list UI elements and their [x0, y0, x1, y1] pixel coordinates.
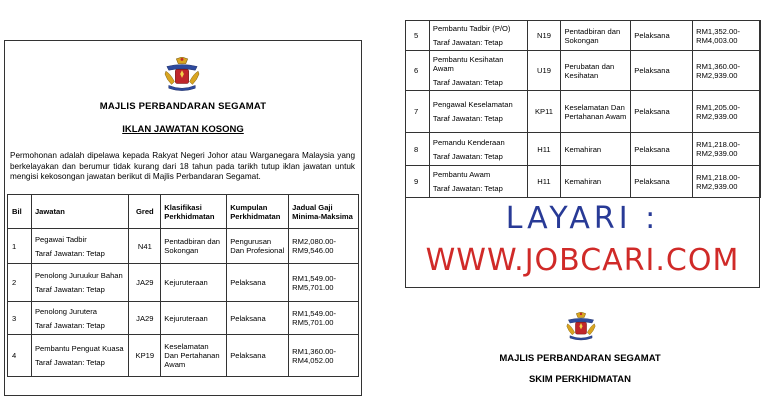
johor-crest-icon: [565, 312, 597, 342]
row-bil: 9: [406, 166, 430, 198]
row-kumpulan: Pelaksana: [631, 51, 693, 91]
row-kumpulan: Pelaksana: [227, 335, 289, 377]
header-jawatan: Jawatan: [31, 195, 128, 229]
row-klasifikasi: Kejuruteraan: [161, 264, 227, 302]
gaji-min: RM1,360.00-: [292, 346, 337, 356]
gaji-max: RM4,052.00: [292, 355, 334, 365]
table-row: [406, 133, 761, 166]
table-header-row: [8, 195, 359, 229]
row-jawatan: [31, 335, 128, 377]
row-bil: 3: [8, 302, 32, 335]
row-klasifikasi: Kemahiran: [561, 166, 631, 198]
header-kumpulan: Kumpulan Perkhidmatan: [227, 195, 289, 229]
row-klasifikasi: Pentadbiran dan Sokongan: [161, 229, 227, 264]
gaji-max: RM2,939.00: [696, 181, 738, 191]
jawatan-taraf: Taraf Jawatan: Tetap: [432, 77, 503, 87]
advert-title: IKLAN JAWATAN KOSONG: [122, 124, 244, 135]
row-gaji: [693, 166, 761, 198]
row-gaji: [289, 264, 359, 302]
jawatan-name: Pembantu Kesihatan Awam: [432, 54, 504, 73]
table-row: [406, 91, 761, 133]
gaji-max: RM9,546.00: [292, 246, 334, 255]
gaji-min: RM1,352.00-: [696, 26, 740, 36]
gaji-min: RM2,080.00-: [292, 237, 337, 246]
row-gaji: [693, 21, 761, 51]
row-jawatan: [429, 166, 527, 198]
row-kumpulan: Pelaksana: [631, 91, 693, 133]
footer-org-title: MAJLIS PERBANDARAN SEGAMAT: [499, 353, 661, 364]
header-gaji: Jadual Gaji Minima-Maksima: [289, 195, 359, 229]
row-gred: N19: [527, 21, 561, 51]
jawatan-name: Pembantu Awam: [432, 170, 491, 179]
row-jawatan: [429, 21, 527, 51]
row-jawatan: [429, 133, 527, 166]
jawatan-taraf: Taraf Jawatan: Tetap: [432, 114, 503, 123]
row-jawatan: [31, 302, 128, 335]
jawatan-taraf: Taraf Jawatan: Tetap: [34, 358, 105, 367]
row-bil: 4: [8, 335, 32, 377]
row-gred: KP19: [129, 335, 161, 377]
row-kumpulan: Pelaksana: [631, 166, 693, 198]
row-gaji: [693, 51, 761, 91]
table-row: [8, 335, 359, 377]
banner-url-link[interactable]: WWW.JOBCARI.COM: [425, 243, 740, 278]
row-klasifikasi: Keselamatan Dan Pertahanan Awam: [561, 91, 631, 133]
gaji-max: RM4,003.00: [696, 35, 738, 45]
row-kumpulan: Pelaksana: [227, 264, 289, 302]
johor-crest-icon: [163, 57, 201, 93]
jawatan-taraf: Taraf Jawatan: Tetap: [432, 151, 503, 161]
gaji-min: RM1,218.00-: [696, 172, 740, 182]
row-gaji: [289, 229, 359, 264]
table-row: [406, 51, 761, 91]
jawatan-name: Pemandu Kenderaan: [432, 137, 505, 147]
row-kumpulan: Pengurusan Dan Profesional: [227, 229, 289, 264]
jawatan-taraf: Taraf Jawatan: Tetap: [432, 184, 503, 193]
table-row: [8, 229, 359, 264]
gaji-min: RM1,549.00-: [292, 309, 337, 318]
row-gred: H11: [527, 166, 561, 198]
banner-layari: LAYARI :: [505, 201, 660, 236]
row-klasifikasi: Kemahiran: [561, 133, 631, 166]
row-klasifikasi: Pentadbiran dan Sokongan: [561, 21, 631, 51]
gaji-max: RM2,939.00: [696, 111, 738, 121]
row-jawatan: [31, 229, 128, 264]
row-gred: JA29: [129, 264, 161, 302]
org-title: MAJLIS PERBANDARAN SEGAMAT: [99, 101, 267, 112]
row-bil: 7: [406, 91, 430, 133]
row-gaji: [693, 91, 761, 133]
gaji-min: RM1,360.00-: [696, 61, 740, 71]
advert-right-page: [405, 20, 760, 288]
table-row: [406, 166, 761, 198]
advert-left-page: [4, 40, 362, 396]
row-kumpulan: Pelaksana: [631, 21, 693, 51]
gaji-max: RM2,939.00: [696, 70, 738, 80]
jawatan-taraf: Taraf Jawatan: Tetap: [34, 320, 105, 330]
jawatan-taraf: Taraf Jawatan: Tetap: [34, 248, 105, 258]
row-bil: 5: [406, 21, 430, 51]
jawatan-name: Pembantu Tadbir (P/O): [432, 24, 511, 33]
row-klasifikasi: Keselamatan Dan Pertahanan Awam: [161, 335, 227, 377]
jawatan-name: Pengawal Keselamatan: [432, 100, 513, 109]
row-jawatan: [429, 91, 527, 133]
jawatan-taraf: Taraf Jawatan: Tetap: [34, 285, 105, 294]
row-kumpulan: Pelaksana: [227, 302, 289, 335]
jawatan-name: Pembantu Penguat Kuasa: [34, 344, 124, 353]
gaji-min: RM1,218.00-: [696, 140, 740, 149]
row-klasifikasi: Kejuruteraan: [161, 302, 227, 335]
row-bil: 8: [406, 133, 430, 166]
jawatan-name: Pegawai Tadbir: [34, 234, 87, 244]
header-gred: Gred: [129, 195, 161, 229]
table-row: [406, 21, 761, 51]
row-jawatan: [31, 264, 128, 302]
gaji-max: RM2,939.00: [696, 149, 738, 158]
row-bil: 2: [8, 264, 32, 302]
jawatan-name: Penolong Juruukur Bahan: [34, 271, 123, 280]
intro-paragraph: Permohonan adalah dipelawa kepada Rakyat Negeri Johor atau Warganegara Malaysia yang berkelayakan dan berumur tidak kurang dari 18 tahun pada tarikh tutup iklan jawatan untuk mengisi kekosongan jawatan berikut di Majlis Perbandaran Segamat.: [10, 151, 355, 181]
row-gred: KP11: [527, 91, 561, 133]
row-bil: 1: [8, 229, 32, 264]
row-jawatan: [429, 51, 527, 91]
jawatan-name: Penolong Jurutera: [34, 306, 97, 316]
table-row: [8, 302, 359, 335]
gaji-max: RM5,701.00: [292, 318, 334, 327]
row-bil: 6: [406, 51, 430, 91]
gaji-max: RM5,701.00: [292, 282, 334, 292]
vacancy-table-continued: [405, 20, 761, 198]
header-bil: Bil: [8, 195, 32, 229]
row-kumpulan: Pelaksana: [631, 133, 693, 166]
row-gaji: [289, 302, 359, 335]
row-gaji: [289, 335, 359, 377]
row-gaji: [693, 133, 761, 166]
header-klasifikasi: Klasifikasi Perkhidmatan: [161, 195, 227, 229]
row-gred: N41: [129, 229, 161, 264]
row-gred: JA29: [129, 302, 161, 335]
jawatan-taraf: Taraf Jawatan: Tetap: [432, 38, 503, 47]
table-row: [8, 264, 359, 302]
row-klasifikasi: Perubatan dan Kesihatan: [561, 51, 631, 91]
gaji-min: RM1,205.00-: [696, 102, 740, 112]
gaji-min: RM1,549.00-: [292, 273, 337, 283]
footer-subtitle: SKIM PERKHIDMATAN: [528, 374, 632, 385]
row-gred: U19: [527, 51, 561, 91]
row-gred: H11: [527, 133, 561, 166]
vacancy-table: [7, 194, 359, 377]
